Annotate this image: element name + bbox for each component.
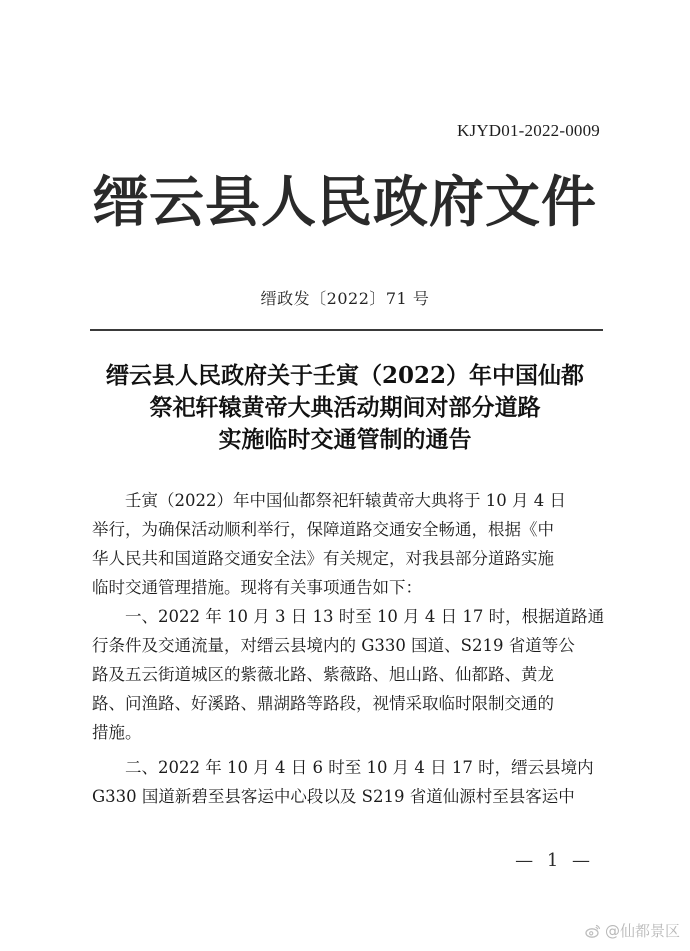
issuer-title: 缙云县人民政府文件 <box>92 170 597 234</box>
body-line: 举行，为确保活动顺利举行，保障道路交通安全畅通，根据《中 <box>92 520 554 539</box>
page-number: — 1 — <box>515 850 594 871</box>
body-line: G330 国道新碧至县客运中心段以及 S219 省道仙源村至县客运中 <box>92 787 575 806</box>
body-line: 措施。 <box>92 723 142 742</box>
body-line: 一、2022 年 10 月 3 日 13 时至 10 月 4 日 17 时，根据道路通 <box>125 607 605 626</box>
notice-title <box>60 360 630 456</box>
body-line: 临时交通管理措施。现将有关事项通告如下： <box>92 578 422 597</box>
body-line: 行条件及交通流量，对缙云县境内的 G330 国道、S219 省道等公 <box>92 636 575 655</box>
body-line: 路及五云街道城区的紫薇北路、紫薇路、旭山路、仙都路、黄龙 <box>92 665 554 684</box>
weibo-icon <box>585 923 601 939</box>
body-line: 华人民共和国道路交通安全法》有关规定，对我县部分道路实施 <box>92 549 554 568</box>
body-line: 壬寅（2022）年中国仙都祭祀轩辕黄帝大典将于 10 月 4 日 <box>125 491 566 510</box>
header-divider <box>90 329 603 331</box>
body-line: 二、2022 年 10 月 4 日 6 时至 10 月 4 日 17 时，缙云县境内 <box>125 758 594 777</box>
notice-body <box>92 486 612 811</box>
watermark-text: @仙都景区 <box>604 922 680 940</box>
notice-title-line: 祭祀轩辕黄帝大典活动期间对部分道路 <box>149 394 541 421</box>
document-number: 缙政发〔2022〕71 号 <box>260 289 430 308</box>
source-watermark <box>585 920 680 941</box>
notice-title-line: 缙云县人民政府关于壬寅（2022）年中国仙都 <box>105 362 584 389</box>
document-code: KJYD01-2022-0009 <box>457 121 600 140</box>
body-line: 路、问渔路、好溪路、鼎湖路等路段，视情采取临时限制交通的 <box>92 694 554 713</box>
notice-title-line: 实施临时交通管制的通告 <box>218 426 472 453</box>
